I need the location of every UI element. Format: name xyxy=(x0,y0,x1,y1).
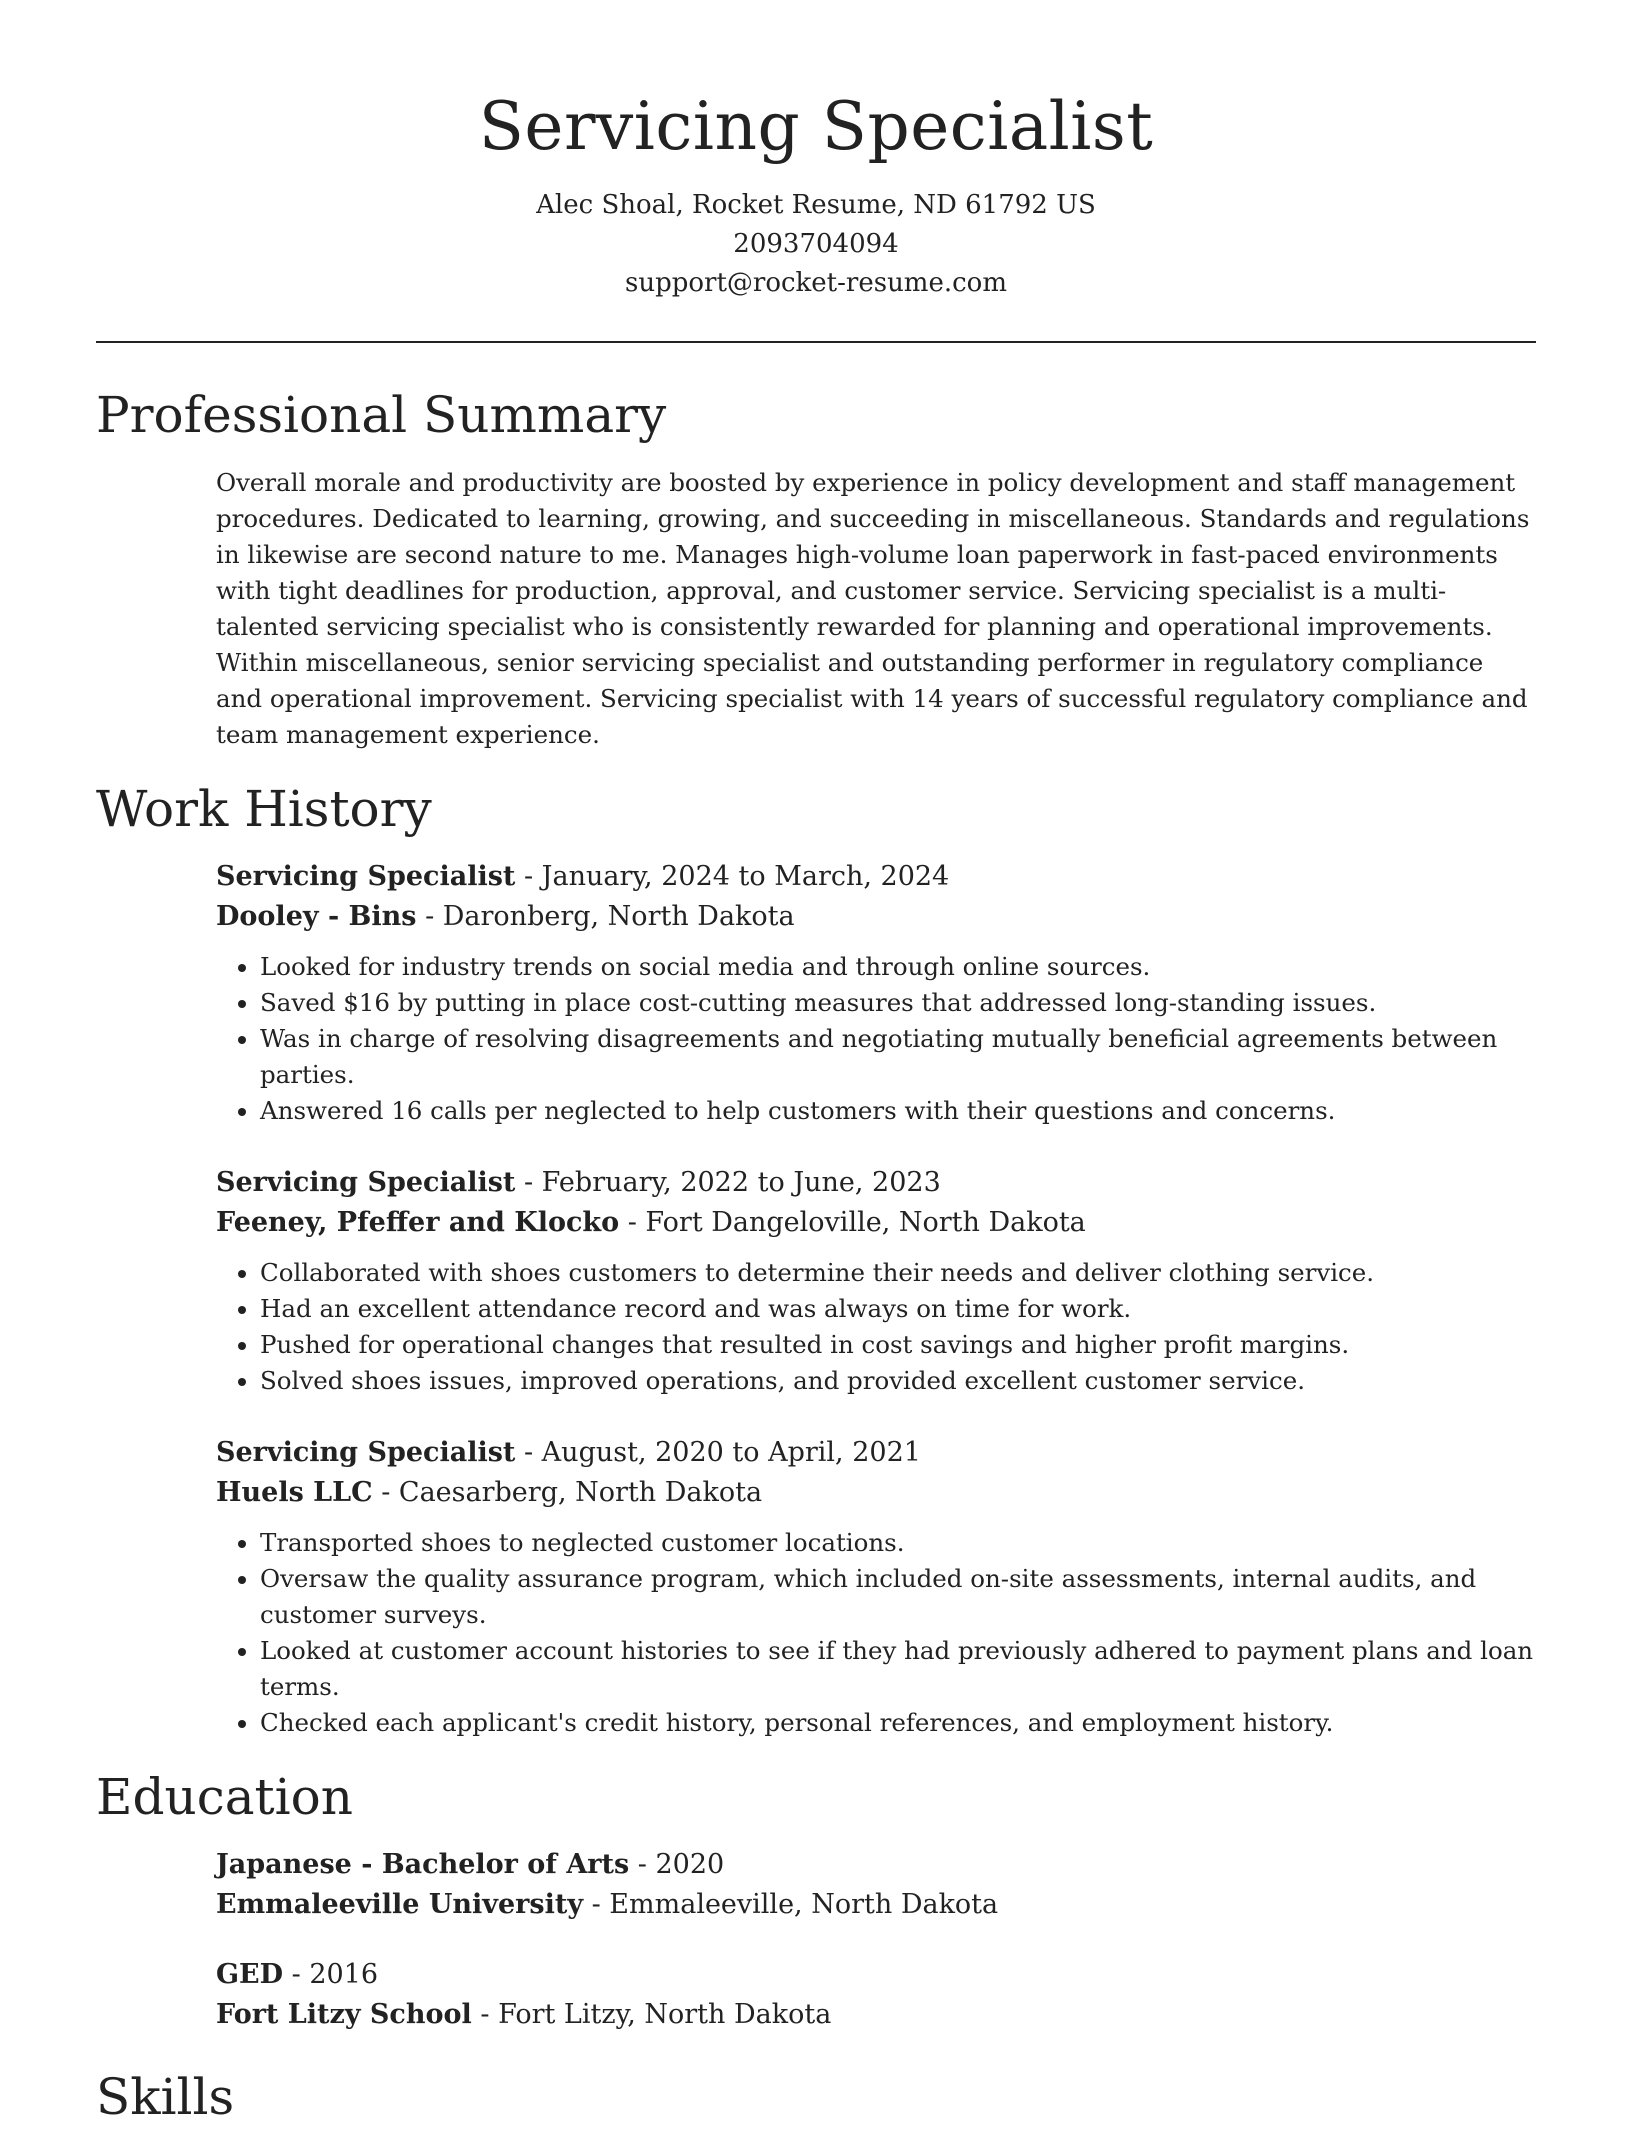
resume-header xyxy=(96,0,1536,303)
education-degree: Japanese - Bachelor of Arts xyxy=(216,1849,630,1880)
job-company: Huels LLC xyxy=(216,1477,373,1508)
job-bullets xyxy=(216,1255,1536,1399)
contact-info xyxy=(96,186,1536,303)
contact-phone: 2093704094 xyxy=(733,229,899,259)
education-school: Fort Litzy School xyxy=(216,1999,472,2030)
summary-text: Overall morale and productivity are boosted by experience in policy development and staff management procedures. Dedicated to learning, growing, and succeeding in miscellaneous. Standards and regulations in likewise are second nature to me. Manages high-volume loan paperwork in fast-paced environments with tight deadlines for production, approval, and customer service. Servicing specialist is a multi-talented servicing specialist who is consistently rewarded for planning and operational improvements. Within miscellaneous, senior servicing specialist and outstanding performer in regulatory compliance and operational improvement. Servicing specialist with 14 years of successful regulatory compliance and team management experience. xyxy=(216,468,1530,749)
education-school: Emmaleeville University xyxy=(216,1889,584,1920)
education-entry xyxy=(216,1845,1536,1925)
contact-address: Alec Shoal, Rocket Resume, ND 61792 US xyxy=(536,190,1096,220)
work-history-heading: Work History xyxy=(96,780,432,838)
list-item: • Pushed for operational changes that resulted in cost savings and higher profit margins. xyxy=(260,1327,1536,1363)
list-item: • Solved shoes issues, improved operations, and provided excellent customer service. xyxy=(260,1363,1536,1399)
job-entry xyxy=(216,1163,1536,1399)
list-item: • Looked at customer account histories to see if they had previously adhered to payment plans and loan terms. xyxy=(260,1633,1536,1705)
job-title-line xyxy=(216,1433,1536,1473)
education-school-line xyxy=(216,1995,1536,2035)
job-location: - Fort Dangeloville, North Dakota xyxy=(619,1207,1086,1238)
skills-heading: Skills xyxy=(96,2068,235,2126)
education-entry xyxy=(216,1955,1536,2035)
job-title: Servicing Specialist xyxy=(216,861,516,892)
list-item: • Answered 16 calls per neglected to help customers with their questions and concerns. xyxy=(260,1093,1536,1129)
education-heading: Education xyxy=(96,1768,353,1826)
list-item: • Collaborated with shoes customers to determine their needs and deliver clothing service. xyxy=(260,1255,1536,1291)
list-item: • Oversaw the quality assurance program, which included on-site assessments, internal audits, and customer surveys. xyxy=(260,1561,1536,1633)
job-title: Servicing Specialist xyxy=(216,1167,516,1198)
resume-page xyxy=(96,0,1536,2129)
work-history-section xyxy=(96,777,1536,1741)
job-dates: - August, 2020 to April, 2021 xyxy=(515,1437,921,1468)
education-school-line xyxy=(216,1885,1536,1925)
education-section xyxy=(96,1765,1536,2035)
education-year: - 2016 xyxy=(283,1959,379,1990)
job-bullets xyxy=(216,949,1536,1129)
education-degree: GED xyxy=(216,1959,284,1990)
job-title: Servicing Specialist xyxy=(216,1437,516,1468)
education-location: - Fort Litzy, North Dakota xyxy=(471,1999,832,2030)
summary-section xyxy=(96,383,1536,753)
job-company: Feeney, Pfeffer and Klocko xyxy=(216,1207,620,1238)
job-dates: - February, 2022 to June, 2023 xyxy=(515,1167,941,1198)
education-degree-line xyxy=(216,1955,1536,1995)
job-location: - Caesarberg, North Dakota xyxy=(372,1477,763,1508)
education-degree-line xyxy=(216,1845,1536,1885)
education-year: - 2020 xyxy=(629,1849,725,1880)
job-company-line xyxy=(216,897,1536,937)
header-divider xyxy=(96,341,1536,343)
job-location: - Daronberg, North Dakota xyxy=(416,901,795,932)
job-company: Dooley - Bins xyxy=(216,901,417,932)
job-company-line xyxy=(216,1473,1536,1513)
list-item: • Saved $16 by putting in place cost-cutting measures that addressed long-standing issues. xyxy=(260,985,1536,1021)
job-title-line xyxy=(216,857,1536,897)
job-entry xyxy=(216,857,1536,1129)
list-item: • Looked for industry trends on social media and through online sources. xyxy=(260,949,1536,985)
list-item: • Checked each applicant's credit history, personal references, and employment history. xyxy=(260,1705,1536,1741)
job-dates: - January, 2024 to March, 2024 xyxy=(515,861,950,892)
job-company-line xyxy=(216,1203,1536,1243)
education-location: - Emmaleeville, North Dakota xyxy=(583,1889,999,1920)
list-item: • Transported shoes to neglected customer locations. xyxy=(260,1525,1536,1561)
job-bullets xyxy=(216,1525,1536,1741)
list-item: • Had an excellent attendance record and was always on time for work. xyxy=(260,1291,1536,1327)
skills-section xyxy=(96,2065,1536,2129)
contact-email: support@rocket-resume.com xyxy=(624,268,1007,298)
job-entry xyxy=(216,1433,1536,1741)
page-title: Servicing Specialist xyxy=(478,88,1154,165)
job-title-line xyxy=(216,1163,1536,1203)
list-item: • Was in charge of resolving disagreements and negotiating mutually beneficial agreements between parties. xyxy=(260,1021,1536,1093)
summary-heading: Professional Summary xyxy=(96,386,667,444)
